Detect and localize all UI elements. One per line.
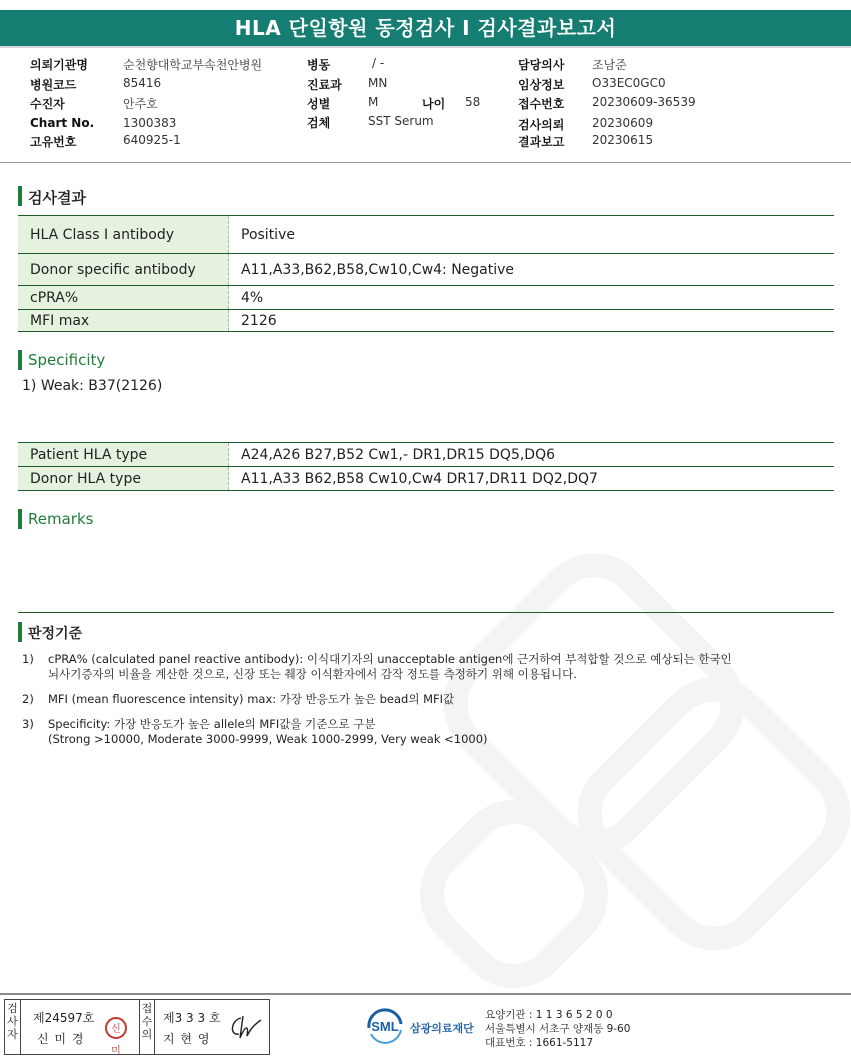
result-key: MFI max — [18, 310, 229, 332]
sex-value: M — [368, 95, 379, 109]
dept-label: 진료과 — [307, 78, 342, 92]
remarks-divider — [18, 612, 834, 613]
title-underline — [0, 46, 851, 48]
lab-phone: 대표번호 : 1661-5117 — [485, 1037, 594, 1049]
doctor-value: 조남준 — [592, 58, 627, 72]
criteria-number: 3) — [22, 717, 34, 731]
specimen-value: SST Serum — [368, 114, 434, 128]
reviewer-license-no: 제3 3 3 호 — [163, 1011, 221, 1025]
result-key: HLA Class I antibody — [18, 216, 229, 254]
organization-name: 삼광의료재단 — [410, 1022, 474, 1035]
hospital-code-label: 병원코드 — [30, 78, 77, 92]
table-row — [18, 467, 834, 491]
tester-name: 신 미 경 — [37, 1032, 85, 1046]
doctor-label: 담당의사 — [518, 58, 565, 72]
receipt-value: 20230609-36539 — [592, 95, 696, 109]
section-marker — [18, 622, 22, 642]
results-table — [18, 215, 834, 332]
criteria-section-title: 판정기준 — [28, 626, 83, 642]
lab-code: 요양기관 : 1 1 3 6 5 2 0 0 — [485, 1009, 613, 1021]
criteria-item — [22, 652, 822, 684]
footer-divider — [0, 993, 851, 995]
patient-label: 수진자 — [30, 97, 65, 111]
hla-key: Patient HLA type — [18, 443, 229, 467]
report-date-value: 20230615 — [592, 133, 654, 147]
signature-box — [4, 999, 270, 1055]
tester-license-no: 제24597호 — [33, 1011, 95, 1025]
result-value: 4% — [229, 286, 835, 310]
hospital-code-value: 85416 — [123, 76, 162, 90]
criteria-line: Specificity: 가장 반응도가 높은 allele의 MFI값을 기준으로 구분 — [48, 717, 376, 731]
chart-no-value: 1300383 — [123, 116, 177, 130]
result-value: Positive — [229, 216, 835, 254]
table-row — [18, 216, 834, 254]
reviewer-name: 지 현 영 — [163, 1032, 211, 1046]
chart-no-label: Chart No. — [30, 116, 95, 130]
clinical-value: O33EC0GC0 — [592, 76, 666, 90]
lab-info — [485, 1008, 630, 1050]
section-marker — [18, 350, 22, 370]
criteria-item — [22, 717, 822, 749]
lab-address: 서울특별시 서초구 양재동 9-60 — [485, 1023, 631, 1035]
table-row — [18, 310, 834, 332]
criteria-item — [22, 692, 822, 708]
report-date-label: 결과보고 — [518, 135, 565, 149]
request-date-value: 20230609 — [592, 116, 654, 130]
hla-type-table — [18, 442, 834, 491]
reviewer-signature-icon — [227, 1012, 263, 1042]
criteria-number: 1) — [22, 652, 34, 666]
results-section-title: 검사결과 — [28, 189, 86, 207]
patient-value: 안주호 — [123, 97, 158, 111]
hla-key: Donor HLA type — [18, 467, 229, 491]
specimen-label: 검체 — [307, 116, 331, 130]
table-row — [18, 286, 834, 310]
dept-value: MN — [368, 76, 388, 90]
tester-column-label: 검사자 — [5, 1000, 21, 1054]
criteria-line: 뇌사기증자의 비율을 계산한 것으로, 신장 또는 췌장 이식환자에서 감작 정도를 측정하기 위해 이용됩니다. — [48, 667, 577, 681]
reviewer-column-label: 접수의 — [139, 1000, 155, 1054]
section-marker — [18, 186, 22, 206]
report-title: HLA 단일항원 동정검사 I 검사결과보고서 — [0, 10, 851, 46]
section-marker — [18, 509, 22, 529]
institution-value: 순천향대학교부속천안병원 — [123, 58, 263, 72]
criteria-line: MFI (mean fluorescence intensity) max: 가장 반응도가 높은 bead의 MFI값 — [48, 692, 455, 706]
ward-value: / - — [372, 56, 385, 70]
sml-logo-text: SML — [371, 1019, 399, 1034]
criteria-number: 2) — [22, 692, 34, 706]
table-row — [18, 254, 834, 286]
age-value: 58 — [465, 95, 481, 109]
clinical-label: 임상정보 — [518, 78, 565, 92]
criteria-line: (Strong >10000, Moderate 3000-9999, Weak 1000-2999, Very weak <1000) — [48, 732, 488, 746]
receipt-label: 접수번호 — [518, 97, 565, 111]
request-date-label: 검사의뢰 — [518, 118, 565, 132]
sml-logo-icon — [365, 1006, 405, 1046]
header-divider — [0, 162, 851, 163]
result-key: Donor specific antibody — [18, 254, 229, 286]
table-row — [18, 443, 834, 467]
specificity-section-title: Specificity — [28, 351, 106, 369]
age-label: 나이 — [422, 97, 446, 111]
tester-seal: 신미 — [105, 1017, 127, 1039]
unique-no-label: 고유번호 — [30, 135, 77, 149]
specificity-line: 1) Weak: B37(2126) — [22, 378, 163, 394]
result-value: 2126 — [229, 310, 835, 332]
criteria-line: cPRA% (calculated panel reactive antibody): 이식대기자의 unacceptable antigen에 근거하여 부적합할 것으로 예상되는 한국인 — [48, 652, 732, 666]
hla-value: A24,A26 B27,B52 Cw1,- DR1,DR15 DQ5,DQ6 — [229, 443, 835, 467]
result-key: cPRA% — [18, 286, 229, 310]
hla-value: A11,A33 B62,B58 Cw10,Cw4 DR17,DR11 DQ2,DQ7 — [229, 467, 835, 491]
sex-label: 성별 — [307, 97, 331, 111]
result-value: A11,A33,B62,B58,Cw10,Cw4: Negative — [229, 254, 835, 286]
ward-label: 병동 — [307, 58, 331, 72]
unique-no-value: 640925-1 — [123, 133, 181, 147]
institution-label: 의뢰기관명 — [30, 58, 88, 72]
remarks-section-title: Remarks — [28, 510, 94, 528]
